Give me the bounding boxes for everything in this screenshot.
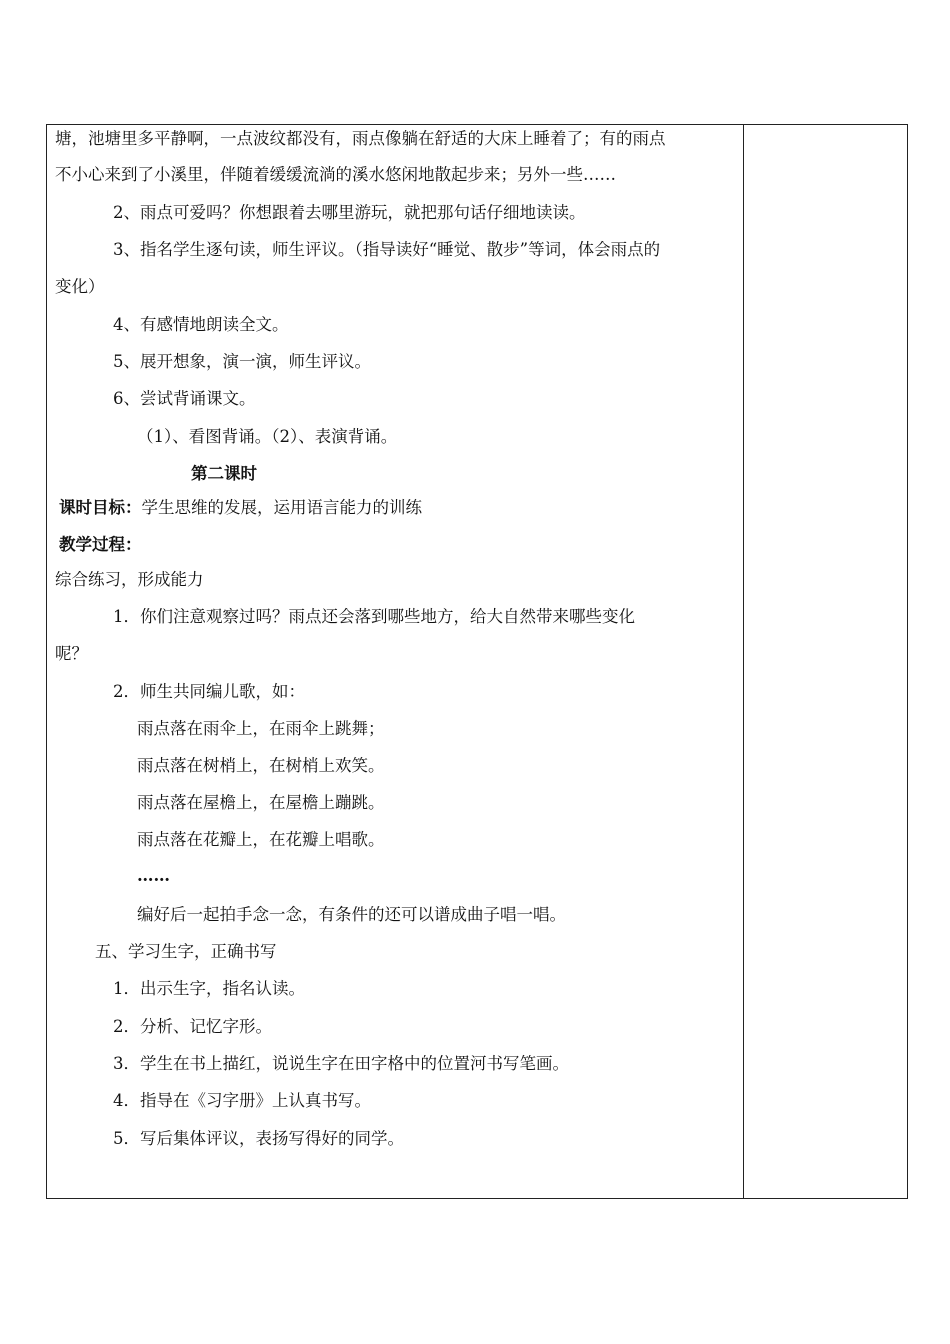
- text-line: 编好后一起拍手念一念，有条件的还可以谱成曲子唱一唱。: [137, 905, 566, 924]
- poem-line: 雨点落在花瓣上，在花瓣上唱歌。: [137, 830, 385, 849]
- text-line: 3．学生在书上描红，说说生字在田字格中的位置河书写笔画。: [113, 1054, 569, 1073]
- poem-line: 雨点落在屋檐上，在屋檐上蹦跳。: [137, 793, 385, 812]
- text-line: 塘，池塘里多平静啊，一点波纹都没有，雨点像躺在舒适的大床上睡着了；有的雨点: [55, 129, 666, 148]
- text-line: 4、有感情地朗读全文。: [113, 315, 289, 334]
- text-line: （1）、看图背诵。（2）、表演背诵。: [137, 427, 398, 446]
- text-line: 2．师生共同编儿歌，如：: [113, 682, 305, 701]
- column-divider: [743, 125, 744, 1198]
- text-line: 2、雨点可爱吗？你想跟着去哪里游玩，就把那句话仔细地读读。: [113, 203, 586, 222]
- lesson-table: [46, 124, 908, 1199]
- lesson-goal: [59, 497, 422, 519]
- text-line: 综合练习，形成能力: [55, 570, 204, 589]
- notes-column: [745, 125, 907, 1198]
- text-line: 5、展开想象，演一演，师生评议。: [113, 352, 371, 371]
- text-line: 呢？: [55, 644, 88, 663]
- lesson-goal-text: 学生思维的发展，运用语言能力的训练: [141, 498, 422, 517]
- section-heading: 第二课时: [191, 464, 257, 483]
- text-line: 2．分析、记忆字形。: [113, 1017, 272, 1036]
- text-line: 3、指名学生逐句读，师生评议。（指导读好“睡觉、散步”等词，体会雨点的: [113, 240, 661, 259]
- text-line: 6、尝试背诵课文。: [113, 389, 256, 408]
- lesson-goal-label: 课时目标：: [59, 498, 142, 517]
- poem-line: 雨点落在雨伞上，在雨伞上跳舞；: [137, 719, 385, 738]
- section-heading: 五、学习生字，正确书写: [95, 942, 277, 961]
- text-line: 不小心来到了小溪里，伴随着缓缓流淌的溪水悠闲地散起步来；另外一些……: [55, 165, 616, 184]
- process-heading: 教学过程：: [59, 535, 142, 554]
- text-line: 变化）: [55, 277, 105, 296]
- text-line: 1．你们注意观察过吗？雨点还会落到哪些地方，给大自然带来哪些变化: [113, 607, 635, 626]
- poem-line: 雨点落在树梢上，在树梢上欢笑。: [137, 756, 385, 775]
- text-line: 1．出示生字，指名认读。: [113, 979, 305, 998]
- text-line: 4．指导在《习字册》上认真书写。: [113, 1091, 371, 1110]
- text-line: 5．写后集体评议，表扬写得好的同学。: [113, 1129, 404, 1148]
- ellipsis: ……: [137, 866, 170, 885]
